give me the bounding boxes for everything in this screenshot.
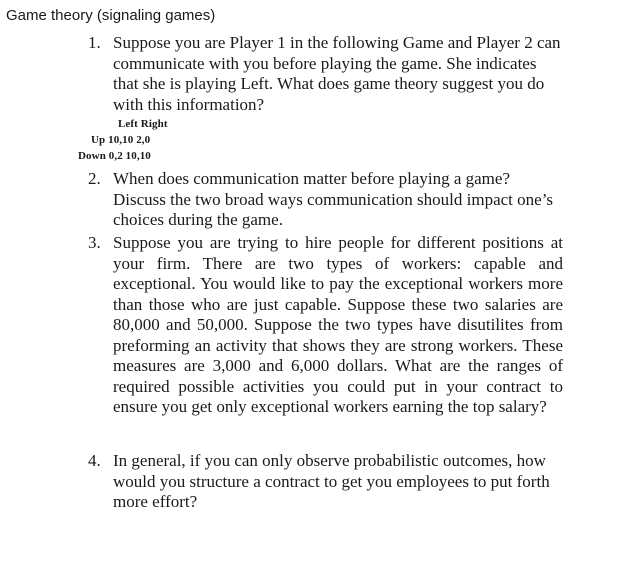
- question-3: [88, 233, 563, 418]
- page-header: [0, 0, 633, 30]
- question-4: [88, 451, 563, 513]
- question-text: In general, if you can only observe probabilistic outcomes, how would you structure a contract to get you employees to put forth more effort?: [113, 451, 550, 511]
- question-number: 1.: [88, 33, 101, 52]
- question-number: 3.: [88, 233, 101, 252]
- question-number: 2.: [88, 169, 101, 188]
- page-title: Game theory (signaling games): [6, 7, 216, 24]
- game-matrix-row-down: Down 0,2 10,10: [78, 150, 151, 162]
- question-text: Suppose you are trying to hire people for different positions at your firm. There are two types of workers: capable and exceptional. You would like to pay the exceptional workers more than those who are just capable. Suppose these two salaries are 80,000 and 50,000. Suppose the two types have disutilites from preforming an activity that shows they are strong workers. These measures are 3,000 and 6,000 dollars. What are the ranges of required possible activities you could put in your contract to ensure you get only exceptional workers earning the top salary?: [113, 233, 563, 416]
- question-2: [88, 169, 563, 231]
- question-text: When does communication matter before playing a game? Discuss the two broad ways communication should impact one’s choices during the game.: [113, 169, 554, 229]
- game-matrix-row-up: Up 10,10 2,0: [91, 134, 151, 146]
- question-number: 4.: [88, 451, 101, 470]
- game-matrix-header: Left Right: [118, 118, 168, 130]
- question-1: [88, 33, 563, 115]
- question-text: Suppose you are Player 1 in the following Game and Player 2 can communicate with you before playing the game. She indicates that she is playing Left. What does game theory suggest you do with this information?: [113, 33, 561, 114]
